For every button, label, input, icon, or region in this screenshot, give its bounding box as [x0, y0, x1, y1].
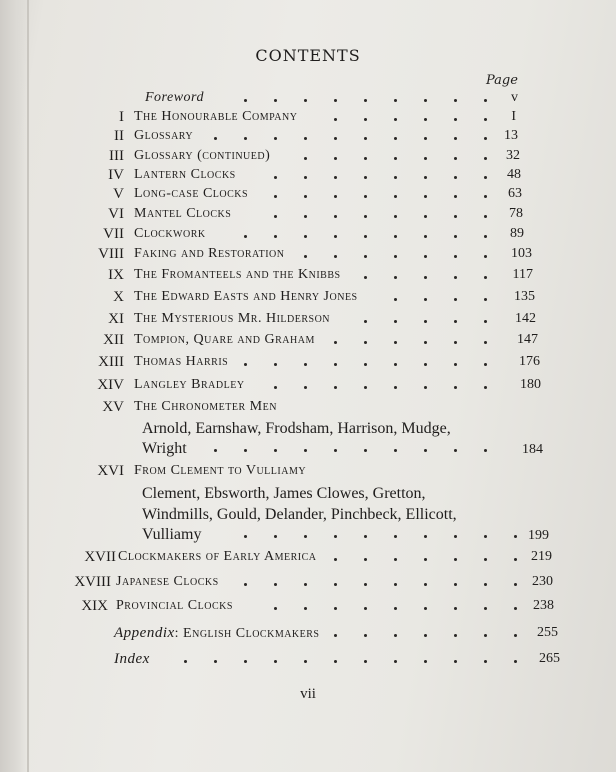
chapter-number: V	[113, 186, 124, 202]
leader-dot	[424, 341, 427, 344]
chapter-number: VII	[103, 226, 124, 242]
leader-dot	[484, 176, 487, 179]
entry-page: 219	[531, 549, 552, 564]
leader-dot	[334, 341, 337, 344]
entry-page: 199	[528, 528, 549, 543]
leader-dot	[394, 137, 397, 140]
leader-dot	[334, 607, 337, 610]
dot-leader	[0, 660, 616, 670]
entry-subtitle-line: Clement, Ebsworth, James Clowes, Gretton,	[142, 485, 426, 502]
leader-dot	[394, 341, 397, 344]
entry-page: 265	[539, 651, 560, 666]
leader-dot	[394, 660, 397, 663]
leader-dot	[424, 176, 427, 179]
chapter-number: XIII	[98, 354, 124, 370]
leader-dot	[454, 176, 457, 179]
entry-title: Langley Bradley	[134, 377, 245, 392]
entry-title: Glossary	[134, 128, 194, 143]
leader-dot	[484, 535, 487, 538]
leader-dot	[484, 215, 487, 218]
leader-dot	[244, 235, 247, 238]
leader-dot	[424, 660, 427, 663]
leader-dot	[334, 215, 337, 218]
dot-leader	[0, 157, 616, 167]
leader-dot	[484, 320, 487, 323]
leader-dot	[274, 195, 277, 198]
entry-page: 103	[511, 246, 532, 261]
leader-dot	[334, 99, 337, 102]
leader-dot	[364, 558, 367, 561]
leader-dot	[484, 255, 487, 258]
toc-entry	[0, 574, 616, 594]
leader-dot	[514, 607, 517, 610]
entry-page: 176	[519, 354, 540, 369]
entry-page: 48	[507, 167, 521, 182]
leader-dot	[484, 276, 487, 279]
leader-dot	[394, 558, 397, 561]
leader-dot	[454, 215, 457, 218]
leader-dot	[514, 634, 517, 637]
leader-dot	[484, 363, 487, 366]
leader-dot	[364, 535, 367, 538]
leader-dot	[394, 276, 397, 279]
leader-dot	[334, 660, 337, 663]
leader-dot	[244, 99, 247, 102]
leader-dot	[394, 386, 397, 389]
leader-dot	[364, 363, 367, 366]
leader-dot	[514, 535, 517, 538]
leader-dot	[334, 634, 337, 637]
leader-dot	[334, 449, 337, 452]
chapter-number: IV	[108, 167, 124, 183]
leader-dot	[304, 235, 307, 238]
leader-dot	[334, 118, 337, 121]
entry-title: The Mysterious Mr. Hilderson	[134, 311, 331, 326]
entry-page: 255	[537, 625, 558, 640]
leader-dot	[454, 298, 457, 301]
leader-dot	[364, 235, 367, 238]
leader-dot	[484, 137, 487, 140]
entry-title: Long-case Clocks	[134, 186, 249, 201]
chapter-number: I	[119, 109, 124, 125]
entry-title: Japanese Clocks	[116, 574, 219, 589]
chapter-number: IX	[108, 267, 124, 283]
entry-title: The Fromanteels and the Knibbs	[134, 267, 341, 282]
toc-entry	[0, 289, 616, 309]
leader-dot	[394, 320, 397, 323]
leader-dot	[364, 583, 367, 586]
leader-dot	[484, 99, 487, 102]
leader-dot	[454, 235, 457, 238]
leader-dot	[364, 276, 367, 279]
entry-subtitle-line: Wright	[142, 440, 187, 457]
leader-dot	[304, 157, 307, 160]
leader-dot	[454, 558, 457, 561]
leader-dot	[334, 137, 337, 140]
entry-subtitle-line: Arnold, Earnshaw, Frodsham, Harrison, Mudge,	[142, 420, 451, 437]
leader-dot	[244, 660, 247, 663]
leader-dot	[424, 215, 427, 218]
entry-page: 13	[504, 128, 518, 143]
chapter-number: III	[109, 148, 124, 164]
leader-dot	[454, 583, 457, 586]
entry-page: 230	[532, 574, 553, 589]
chapter-number: X	[113, 289, 124, 305]
leader-dot	[334, 176, 337, 179]
leader-dot	[394, 607, 397, 610]
chapter-number: XV	[102, 399, 124, 415]
leader-dot	[424, 634, 427, 637]
leader-dot	[394, 215, 397, 218]
entry-title: The Chronometer Men	[134, 399, 277, 414]
entry-page: 238	[533, 598, 554, 613]
leader-dot	[274, 235, 277, 238]
dot-leader	[0, 118, 616, 128]
leader-dot	[454, 157, 457, 160]
entry-title: Clockwork	[134, 226, 206, 241]
leader-dot	[484, 118, 487, 121]
leader-dot	[454, 99, 457, 102]
entry-title: Lantern Clocks	[134, 167, 236, 182]
entry-page: I	[511, 109, 516, 124]
toc-entry	[0, 167, 616, 187]
entry-title: The Edward Easts and Henry Jones	[134, 289, 358, 304]
entry-title: Mantel Clocks	[134, 206, 232, 221]
leader-dot	[304, 607, 307, 610]
entry-title	[114, 625, 320, 642]
leader-dot	[364, 607, 367, 610]
leader-dot	[424, 583, 427, 586]
leader-dot	[304, 137, 307, 140]
leader-dot	[454, 449, 457, 452]
toc-entry	[0, 354, 616, 374]
entry-title-italic: Appendix	[114, 625, 175, 641]
leader-dot	[364, 118, 367, 121]
leader-dot	[244, 449, 247, 452]
dot-leader	[0, 535, 616, 545]
leader-dot	[304, 535, 307, 538]
dot-leader	[0, 176, 616, 186]
leader-dot	[424, 558, 427, 561]
leader-dot	[274, 215, 277, 218]
leader-dot	[274, 535, 277, 538]
leader-dot	[394, 176, 397, 179]
leader-dot	[364, 195, 367, 198]
leader-dot	[244, 535, 247, 538]
leader-dot	[394, 157, 397, 160]
dot-leader	[0, 215, 616, 225]
page-folio: vii	[300, 686, 316, 702]
chapter-number: VI	[108, 206, 124, 222]
leader-dot	[274, 99, 277, 102]
toc-entry-with-sublist	[0, 463, 616, 545]
leader-dot	[424, 99, 427, 102]
page-column-label: Page	[486, 73, 518, 88]
entry-page: 63	[508, 186, 522, 201]
chapter-number: XI	[108, 311, 124, 327]
leader-dot	[274, 449, 277, 452]
leader-dot	[274, 660, 277, 663]
entry-page: 32	[506, 148, 520, 163]
leader-dot	[394, 298, 397, 301]
dot-leader	[0, 137, 616, 147]
leader-dot	[454, 255, 457, 258]
toc-entry	[0, 246, 616, 266]
leader-dot	[274, 176, 277, 179]
entry-title: Clockmakers of Early America	[118, 549, 317, 564]
dot-leader	[0, 99, 616, 109]
toc-entry-index	[0, 651, 616, 671]
leader-dot	[334, 235, 337, 238]
leader-dot	[424, 607, 427, 610]
leader-dot	[514, 558, 517, 561]
leader-dot	[394, 195, 397, 198]
leader-dot	[334, 363, 337, 366]
chapter-number: XVII	[84, 549, 116, 565]
leader-dot	[364, 176, 367, 179]
leader-dot	[394, 118, 397, 121]
entry-title: Tompion, Quare and Graham	[134, 332, 315, 347]
leader-dot	[334, 195, 337, 198]
leader-dot	[454, 535, 457, 538]
leader-dot	[304, 386, 307, 389]
toc-entry-appendix	[0, 625, 616, 645]
entry-page: 89	[510, 226, 524, 241]
toc-entry	[0, 311, 616, 331]
leader-dot	[274, 363, 277, 366]
leader-dot	[424, 195, 427, 198]
toc-entry	[0, 148, 616, 168]
leader-dot	[394, 255, 397, 258]
toc-entry	[0, 109, 616, 129]
leader-dot	[454, 386, 457, 389]
toc-entry-with-sublist	[0, 399, 616, 461]
leader-dot	[334, 157, 337, 160]
contents-heading: CONTENTS	[255, 46, 361, 65]
leader-dot	[274, 583, 277, 586]
entry-title: Foreword	[145, 90, 204, 105]
toc-entry	[0, 186, 616, 206]
leader-dot	[334, 558, 337, 561]
leader-dot	[484, 607, 487, 610]
entry-title: Glossary (continued)	[134, 148, 271, 163]
toc-entry	[0, 377, 616, 397]
entry-page: 147	[517, 332, 538, 347]
leader-dot	[334, 255, 337, 258]
entry-page: v	[511, 90, 518, 105]
leader-dot	[484, 386, 487, 389]
entry-title-rest: : English Clockmakers	[174, 626, 320, 641]
leader-dot	[214, 660, 217, 663]
leader-dot	[364, 634, 367, 637]
leader-dot	[454, 660, 457, 663]
leader-dot	[454, 276, 457, 279]
entry-page: 184	[522, 442, 543, 457]
leader-dot	[364, 386, 367, 389]
leader-dot	[364, 99, 367, 102]
entry-title: Faking and Restoration	[134, 246, 285, 261]
toc-entry	[0, 332, 616, 352]
dot-leader	[0, 195, 616, 205]
leader-dot	[334, 535, 337, 538]
leader-dot	[244, 363, 247, 366]
chapter-number: VIII	[98, 246, 124, 262]
leader-dot	[484, 634, 487, 637]
leader-dot	[424, 137, 427, 140]
entry-page: 135	[514, 289, 535, 304]
leader-dot	[274, 607, 277, 610]
leader-dot	[424, 363, 427, 366]
entry-title: Thomas Harris	[134, 354, 229, 369]
leader-dot	[514, 660, 517, 663]
leader-dot	[484, 558, 487, 561]
leader-dot	[424, 386, 427, 389]
entry-title: Provincial Clocks	[116, 598, 233, 613]
leader-dot	[304, 583, 307, 586]
entry-title: Index	[114, 651, 150, 667]
leader-dot	[364, 157, 367, 160]
leader-dot	[454, 195, 457, 198]
toc-entry	[0, 206, 616, 226]
leader-dot	[394, 363, 397, 366]
leader-dot	[424, 535, 427, 538]
leader-dot	[304, 176, 307, 179]
leader-dot	[394, 583, 397, 586]
leader-dot	[304, 195, 307, 198]
leader-dot	[364, 255, 367, 258]
leader-dot	[454, 137, 457, 140]
entry-subtitle-line: Windmills, Gould, Delander, Pinchbeck, Ellicott,	[142, 506, 457, 523]
leader-dot	[364, 137, 367, 140]
entry-title: From Clement to Vulliamy	[134, 463, 307, 478]
entry-page: 117	[512, 267, 533, 282]
leader-dot	[424, 298, 427, 301]
leader-dot	[304, 215, 307, 218]
leader-dot	[334, 583, 337, 586]
leader-dot	[214, 449, 217, 452]
leader-dot	[424, 276, 427, 279]
entry-title: The Honourable Company	[134, 109, 298, 124]
leader-dot	[514, 583, 517, 586]
leader-dot	[214, 137, 217, 140]
toc-entry-foreword	[0, 90, 616, 110]
leader-dot	[364, 341, 367, 344]
leader-dot	[484, 341, 487, 344]
leader-dot	[484, 235, 487, 238]
leader-dot	[484, 157, 487, 160]
leader-dot	[394, 235, 397, 238]
leader-dot	[304, 255, 307, 258]
leader-dot	[394, 449, 397, 452]
leader-dot	[484, 449, 487, 452]
leader-dot	[454, 634, 457, 637]
leader-dot	[454, 320, 457, 323]
leader-dot	[364, 320, 367, 323]
leader-dot	[394, 535, 397, 538]
leader-dot	[304, 449, 307, 452]
leader-dot	[454, 118, 457, 121]
leader-dot	[424, 118, 427, 121]
chapter-number: XVIII	[74, 574, 111, 590]
toc-entry	[0, 226, 616, 246]
leader-dot	[244, 583, 247, 586]
chapter-number: XVI	[97, 463, 124, 479]
leader-dot	[184, 660, 187, 663]
leader-dot	[244, 137, 247, 140]
leader-dot	[274, 386, 277, 389]
leader-dot	[394, 634, 397, 637]
leader-dot	[304, 660, 307, 663]
chapter-number: XIV	[97, 377, 124, 393]
leader-dot	[274, 137, 277, 140]
leader-dot	[454, 363, 457, 366]
leader-dot	[484, 660, 487, 663]
leader-dot	[484, 195, 487, 198]
leader-dot	[334, 386, 337, 389]
leader-dot	[424, 255, 427, 258]
chapter-number: II	[114, 128, 124, 144]
chapter-number: XII	[103, 332, 124, 348]
leader-dot	[424, 235, 427, 238]
entry-subtitle-line: Vulliamy	[142, 526, 202, 543]
leader-dot	[484, 583, 487, 586]
leader-dot	[454, 607, 457, 610]
leader-dot	[424, 157, 427, 160]
leader-dot	[364, 660, 367, 663]
leader-dot	[424, 449, 427, 452]
entry-page: 180	[520, 377, 541, 392]
toc-entry	[0, 549, 616, 569]
toc-entry	[0, 267, 616, 287]
leader-dot	[364, 449, 367, 452]
leader-dot	[364, 215, 367, 218]
leader-dot	[394, 99, 397, 102]
leader-dot	[424, 320, 427, 323]
toc-entry	[0, 128, 616, 148]
entry-page: 78	[509, 206, 523, 221]
chapter-number: XIX	[81, 598, 108, 614]
leader-dot	[304, 99, 307, 102]
leader-dot	[304, 363, 307, 366]
leader-dot	[484, 298, 487, 301]
leader-dot	[454, 341, 457, 344]
toc-entry	[0, 598, 616, 618]
entry-page: 142	[515, 311, 536, 326]
